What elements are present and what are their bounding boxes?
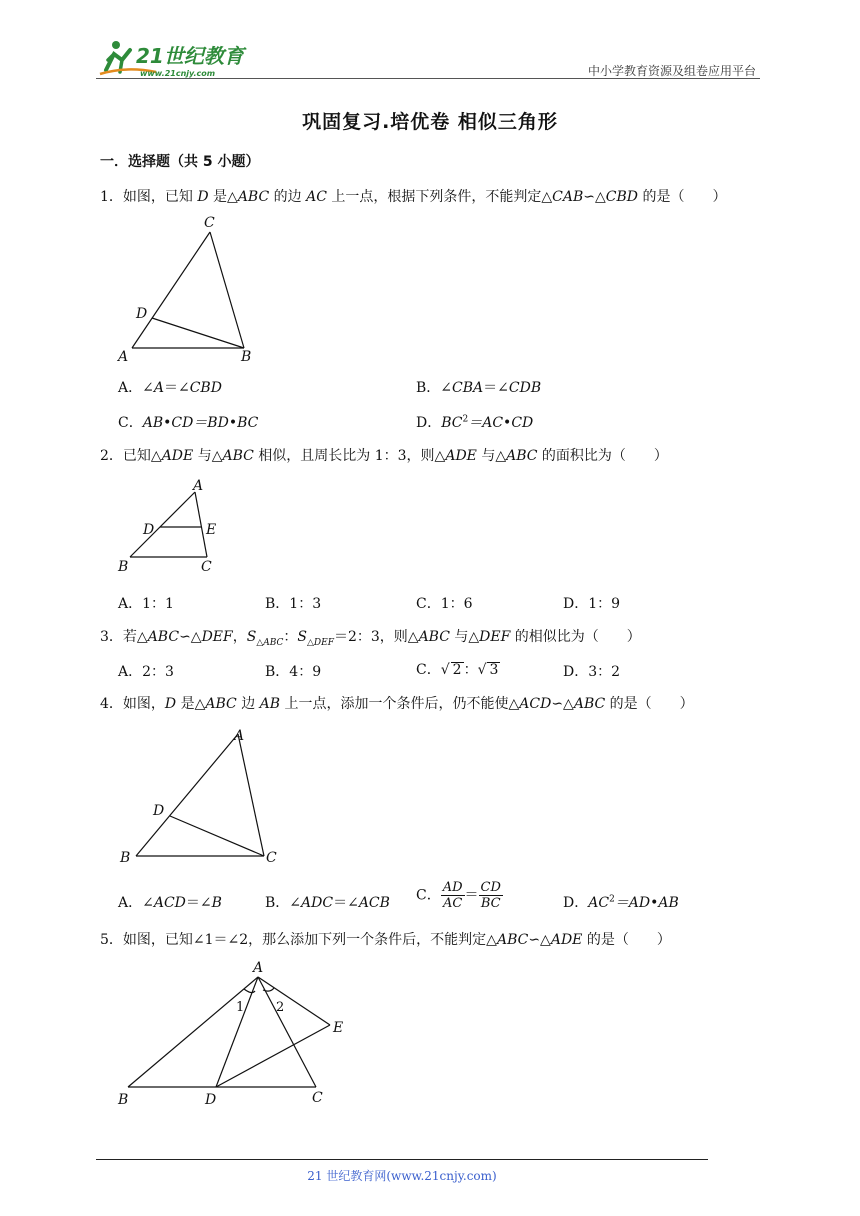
label-b: B <box>241 349 252 365</box>
label-b: B <box>118 1092 129 1108</box>
label-d: D <box>136 306 148 322</box>
label-c: C <box>201 559 212 575</box>
q3-option-d[interactable]: D．3：2 <box>563 664 621 680</box>
q2-option-c[interactable]: C．1：6 <box>416 596 473 612</box>
q2-option-b[interactable]: B．1：3 <box>265 596 322 612</box>
fraction-cd-bc: $\frac{CD}{BC}$ <box>480 880 501 911</box>
label-e: E <box>333 1020 344 1036</box>
label-a: A <box>253 960 264 976</box>
question-2-stem: 2．已知△ADE 与△ABC 相似，且周长比为 1：3，则△ADE 与△ABC 的面积比为（ ） <box>100 448 668 464</box>
q3-option-a[interactable]: A．2：3 <box>118 664 174 680</box>
header-divider <box>96 78 760 79</box>
label-a: A <box>118 349 129 365</box>
sqrt-icon: √ <box>477 662 487 678</box>
label-a: A <box>193 478 204 494</box>
label-a: A <box>234 728 245 744</box>
question-3-stem: 3．若△ABC∽△DEF，$S_{\triangle ABC}$：$S_{\triangle DEF}=2$：3，则△ABC 与△DEF 的相似比为（ ） <box>100 629 641 648</box>
fraction-ad-ac: $\frac{AD}{AC}$ <box>442 880 463 911</box>
label-e: E <box>206 522 217 538</box>
q1-option-a[interactable]: A．∠A＝∠CBD <box>118 380 222 396</box>
label-b: B <box>118 559 129 575</box>
label-c: C <box>266 850 277 866</box>
question-5-figure <box>112 955 352 1110</box>
label-d: D <box>143 522 155 538</box>
section-heading: 一．选择题（共 5 小题） <box>100 154 260 170</box>
question-1-figure <box>112 210 262 370</box>
question-4-figure <box>112 722 287 872</box>
q2-option-d[interactable]: D．1：9 <box>563 596 621 612</box>
logo-url: www.21cnjy.com <box>140 69 216 78</box>
q4-option-d[interactable]: D．$AC^2=AD•AB$ <box>563 894 679 911</box>
q1-option-b[interactable]: B．∠CBA＝∠CDB <box>416 380 542 396</box>
q1-option-d[interactable]: D．$BC^2=AC•CD$ <box>416 414 534 431</box>
q2-option-a[interactable]: A．1：1 <box>118 596 174 612</box>
label-c: C <box>204 215 215 231</box>
q3-option-b[interactable]: B．4：9 <box>265 664 322 680</box>
question-5-stem: 5．如图，已知∠1＝∠2，那么添加下列一个条件后，不能判定△ABC∽△ADE 的是（ ） <box>100 932 671 948</box>
q4-option-b[interactable]: B．∠ADC＝∠ACB <box>265 895 390 911</box>
label-d: D <box>153 803 165 819</box>
angle-label-1: 1 <box>236 1000 245 1015</box>
logo-text: 21世纪教育 <box>136 44 244 68</box>
angle-label-2: 2 <box>276 1000 285 1015</box>
label-d: D <box>205 1092 217 1108</box>
question-1-stem: 1．如图，已知 D 是△ABC 的边 AC 上一点，根据下列条件，不能判定△CAB∽△CBD 的是（ ） <box>100 189 727 205</box>
q3-option-c[interactable]: C．√ 2 ：√ 3 <box>416 662 499 678</box>
site-logo <box>96 36 256 80</box>
question-4-stem: 4．如图，D 是△ABC 边 AB 上一点，添加一个条件后，仍不能使△ACD∽△ABC 的是（ ） <box>100 696 694 712</box>
q1-option-c[interactable]: C．AB•CD＝BD•BC <box>118 415 259 431</box>
header-platform-text: 中小学教育资源及组卷应用平台 <box>587 64 756 78</box>
footer-divider <box>96 1159 708 1160</box>
q4-option-a[interactable]: A．∠ACD＝∠B <box>118 895 222 911</box>
sqrt-icon: √ <box>440 662 450 678</box>
q4-option-c[interactable]: C． $\frac{AD}{AC}$ ＝ $\frac{CD}{BC}$ <box>416 880 501 911</box>
label-c: C <box>312 1090 323 1106</box>
question-2-figure <box>112 472 227 582</box>
page-title: 巩固复习.培优卷 相似三角形 <box>302 111 558 133</box>
label-b: B <box>120 850 131 866</box>
footer-link[interactable]: 21 世纪教育网(www.21cnjy.com) <box>307 1169 497 1183</box>
